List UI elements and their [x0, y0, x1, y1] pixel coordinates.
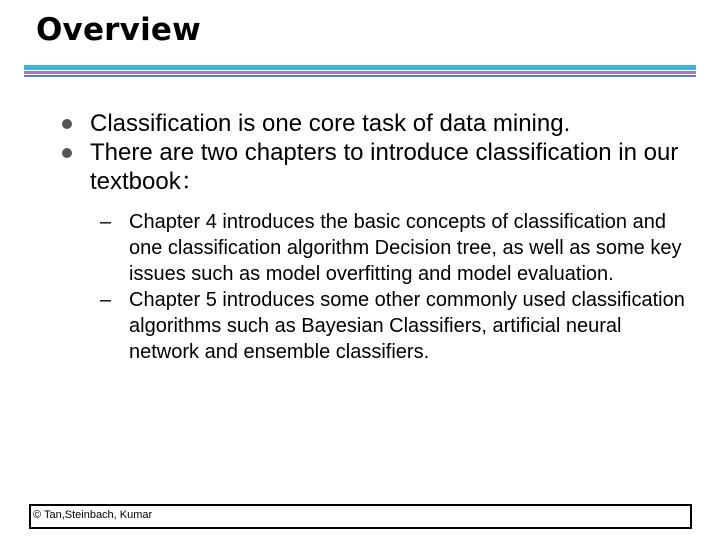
bullet-text: There are two chapters to introduce classification in our textbook：: [90, 139, 679, 195]
subbullet-item: [100, 209, 690, 287]
slide-title: Overview: [36, 12, 201, 48]
dash-icon: –: [100, 211, 112, 233]
subbullet-list: [100, 209, 690, 365]
bullet-dot-icon: [62, 148, 72, 158]
bullet-item: [62, 138, 702, 196]
bullet-dot-icon: [62, 119, 72, 129]
copyright-text: © Tan,Steinbach, Kumar: [33, 509, 153, 521]
bullet-text: Classification is one core task of data mining.: [90, 110, 571, 137]
subbullet-text: Chapter 4 introduces the basic concepts of classification and one classification algorithm Decision tree, as well as some key issues such as model overfitting and model evaluation.: [129, 211, 682, 285]
bullet-item: [62, 109, 702, 138]
title-underline-purple: [24, 71, 696, 74]
footer-box: [29, 504, 692, 529]
bullet-list: [62, 109, 702, 196]
title-underline-blue: [24, 75, 696, 77]
subbullet-item: [100, 287, 690, 365]
dash-icon: –: [100, 289, 112, 311]
subbullet-text: Chapter 5 introduces some other commonly used classification algorithms such as Bayesian Classifiers, artificial neural network and ensemble classifiers.: [129, 289, 685, 363]
title-underline-cyan: [24, 65, 696, 70]
